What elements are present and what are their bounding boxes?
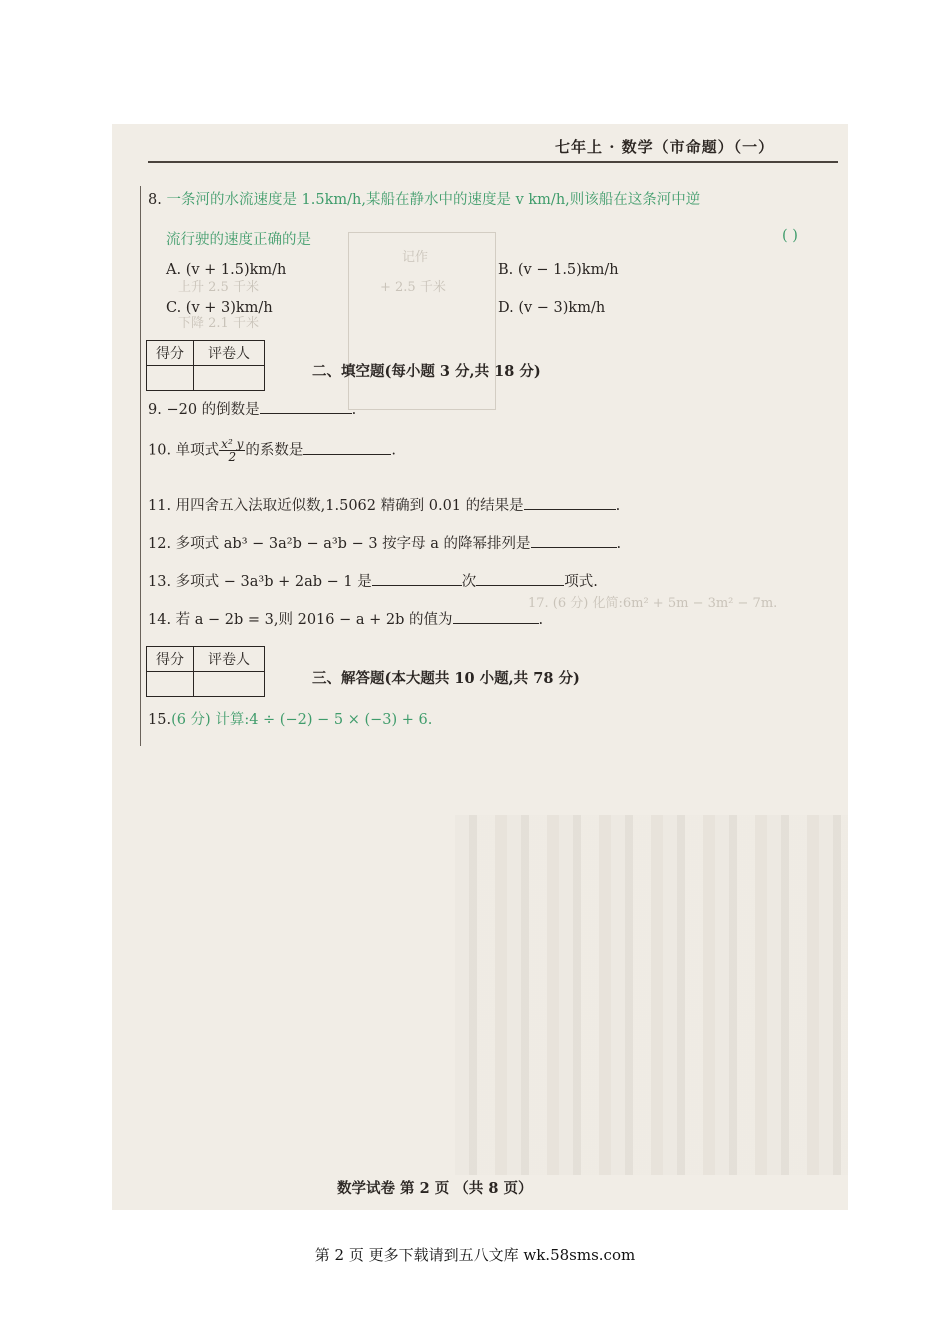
watermark-text: 第 2 页 更多下载请到五八文库 wk.58sms.com	[314, 1246, 636, 1264]
question-13	[148, 570, 598, 591]
answer-blank[interactable]	[531, 533, 617, 548]
option-b: B. (v − 1.5)km/h	[498, 262, 619, 278]
question-text: 9. −20 的倒数是	[148, 402, 260, 418]
option-c: C. (v + 3)km/h	[166, 300, 273, 316]
question-8-line2: 流行驶的速度正确的是	[166, 232, 311, 248]
fraction-denominator: 2	[228, 450, 237, 464]
question-text: (6 分) 计算:4 ÷ (−2) − 5 × (−3) + 6.	[171, 712, 433, 728]
score-cell[interactable]	[147, 366, 194, 391]
question-text: 次	[461, 574, 477, 590]
answer-blank[interactable]	[260, 399, 352, 414]
grader-cell[interactable]	[194, 672, 265, 697]
bleed-text: 17. (6 分) 化简:6m² + 5m − 3m² − 7m.	[528, 596, 778, 611]
answer-blank[interactable]	[524, 495, 616, 510]
question-text: 12. 多项式 ab³ − 3a²b − a³b − 3 按字母 a 的降幂排列是	[148, 536, 531, 552]
option-d: D. (v − 3)km/h	[498, 300, 606, 316]
page-header-title: 七年上 · 数学（市命题）（一）	[555, 138, 775, 156]
question-end: .	[538, 612, 544, 628]
question-8-line1	[148, 188, 700, 209]
question-12	[148, 532, 621, 553]
question-end: .	[616, 536, 622, 552]
question-end: .	[391, 442, 396, 459]
score-label: 得分	[147, 341, 194, 366]
grader-label: 评卷人	[194, 341, 265, 366]
bleed-text: 下降 2.1 千米	[178, 316, 259, 331]
question-end: .	[615, 498, 621, 514]
question-text: 的系数是	[245, 442, 304, 459]
answer-parenthesis: ( )	[782, 228, 798, 244]
option-a: A. (v + 1.5)km/h	[166, 262, 287, 278]
section-2-title: 二、填空题(每小题 3 分,共 18 分)	[312, 363, 541, 380]
bleed-text: + 2.5 千米	[380, 280, 446, 295]
question-15	[148, 708, 432, 729]
score-label: 得分	[147, 647, 194, 672]
margin-line	[140, 186, 141, 746]
bleed-text: 记作	[402, 250, 429, 265]
question-text: 13. 多项式 − 3a³b + 2ab − 1 是	[148, 574, 372, 590]
grader-label: 评卷人	[194, 647, 265, 672]
question-14	[148, 608, 543, 629]
score-box	[146, 340, 265, 391]
section-3-title: 三、解答题(本大题共 10 小题,共 78 分)	[312, 670, 580, 687]
question-text: 10. 单项式	[148, 442, 220, 459]
question-11	[148, 494, 620, 515]
question-9	[148, 398, 356, 419]
question-text: 11. 用四舍五入法取近似数,1.5062 精确到 0.01 的结果是	[148, 498, 524, 514]
question-end: .	[351, 402, 357, 418]
question-10	[148, 438, 396, 463]
answer-blank[interactable]	[453, 609, 539, 624]
question-number: 15.	[148, 712, 172, 728]
grader-cell[interactable]	[194, 366, 265, 391]
answer-blank[interactable]	[372, 571, 462, 586]
fraction-numerator: x² y	[221, 437, 244, 451]
header-divider	[148, 161, 838, 163]
score-box	[146, 646, 265, 697]
score-cell[interactable]	[147, 672, 194, 697]
question-text: 14. 若 a − 2b = 3,则 2016 − a + 2b 的值为	[148, 612, 453, 628]
question-text: 一条河的水流速度是 1.5km/h,某船在静水中的速度是 v km/h,则该船在这条河中逆	[166, 192, 701, 208]
bleed-text: 上升 2.5 千米	[178, 280, 259, 295]
question-number: 8.	[148, 192, 162, 208]
question-text: 项式.	[564, 574, 598, 590]
page-footer: 数学试卷 第 2 页 （共 8 页）	[337, 1180, 533, 1197]
answer-blank[interactable]	[303, 440, 391, 455]
fraction	[219, 438, 245, 463]
answer-blank[interactable]	[476, 571, 564, 586]
blurred-region	[455, 815, 848, 1175]
